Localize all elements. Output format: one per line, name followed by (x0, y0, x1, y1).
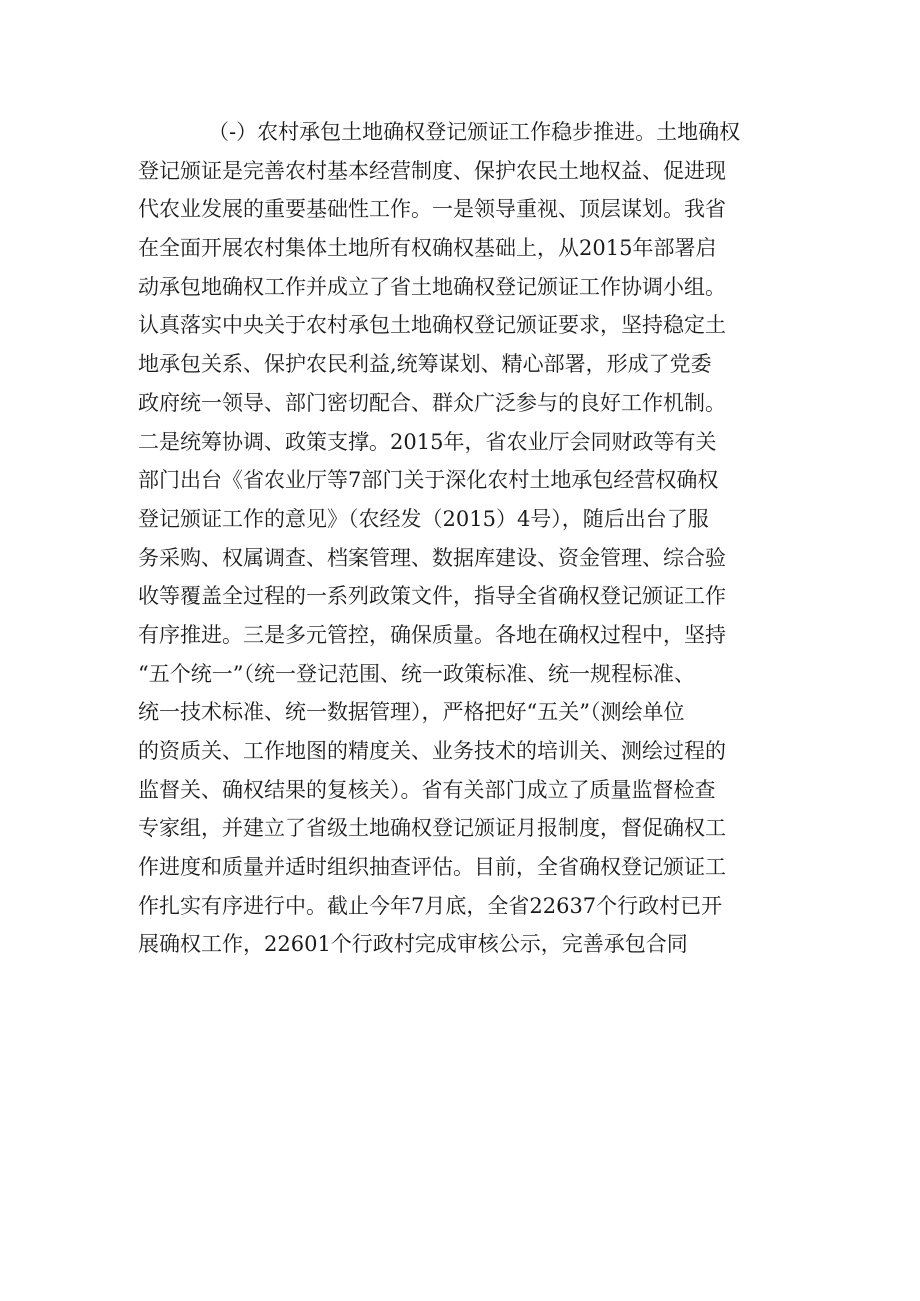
paragraph-line: 监督关、确权结果的复核关）。省有关部门成立了质量监督检查 (138, 777, 716, 802)
paragraph-line: 代农业发展的重要基础性工作。一是领导重视、顶层谋划。我省 (138, 197, 726, 222)
paragraph-line: 登记颁证工作的意见》（农经发（2015）4号），随后出台了服 (138, 506, 709, 531)
paragraph-line: 地承包关系、保护农民利益,统筹谋划、精心部署，形成了党委 (138, 352, 712, 377)
paragraph-line: 作扎实有序进行中。截止今年7月底，全省22637个行政村已开 (138, 893, 723, 918)
paragraph-line: 政府统一领导、部门密切配合、群众广泛参与的良好工作机制。 (138, 390, 726, 415)
paragraph-line: 统一技术标准、统一数据管理），严格把好“五关”（测绘单位 (138, 700, 685, 725)
paragraph-line: 认真落实中央关于农村承包土地确权登记颁证要求，坚持稳定土 (138, 313, 726, 338)
paragraph-line: 专家组，并建立了省级土地确权登记颁证月报制度，督促确权工 (138, 816, 726, 841)
paragraph-line: 登记颁证是完善农村基本经营制度、保护农民土地权益、促进现 (138, 158, 726, 183)
paragraph-line: 作进度和质量并适时组织抽查评估。目前，全省确权登记颁证工 (138, 855, 726, 880)
paragraph-line: 在全面开展农村集体土地所有权确权基础上，从2015年部署启 (138, 236, 717, 261)
paragraph-line: 收等覆盖全过程的一系列政策文件，指导全省确权登记颁证工作 (138, 584, 726, 609)
paragraph-line: 务采购、权属调查、档案管理、数据库建设、资金管理、综合验 (138, 545, 726, 570)
body-paragraph (138, 113, 782, 964)
paragraph-line: （-）农村承包土地确权登记颁证工作稳步推进。土地确权 (208, 120, 741, 144)
paragraph-line: 部门出台《省农业厅等7部门关于深化农村土地承包经营权确权 (138, 468, 719, 493)
paragraph-line: 二是统筹协调、政策支撑。2015年，省农业厅会同财政等有关 (138, 429, 717, 454)
paragraph-line: 动承包地确权工作并成立了省土地确权登记颁证工作协调小组。 (138, 274, 726, 299)
paragraph-line: 的资质关、工作地图的精度关、业务技术的培训关、测绘过程的 (138, 739, 726, 763)
paragraph-line: 有序推进。三是多元管控，确保质量。各地在确权过程中，坚持 (138, 622, 726, 647)
paragraph-line: 展确权工作，22601个行政村完成审核公示，完善承包合同 (138, 932, 688, 957)
paragraph-line: “五个统一”（统一登记范围、统一政策标准、统一规程标准、 (138, 661, 695, 686)
